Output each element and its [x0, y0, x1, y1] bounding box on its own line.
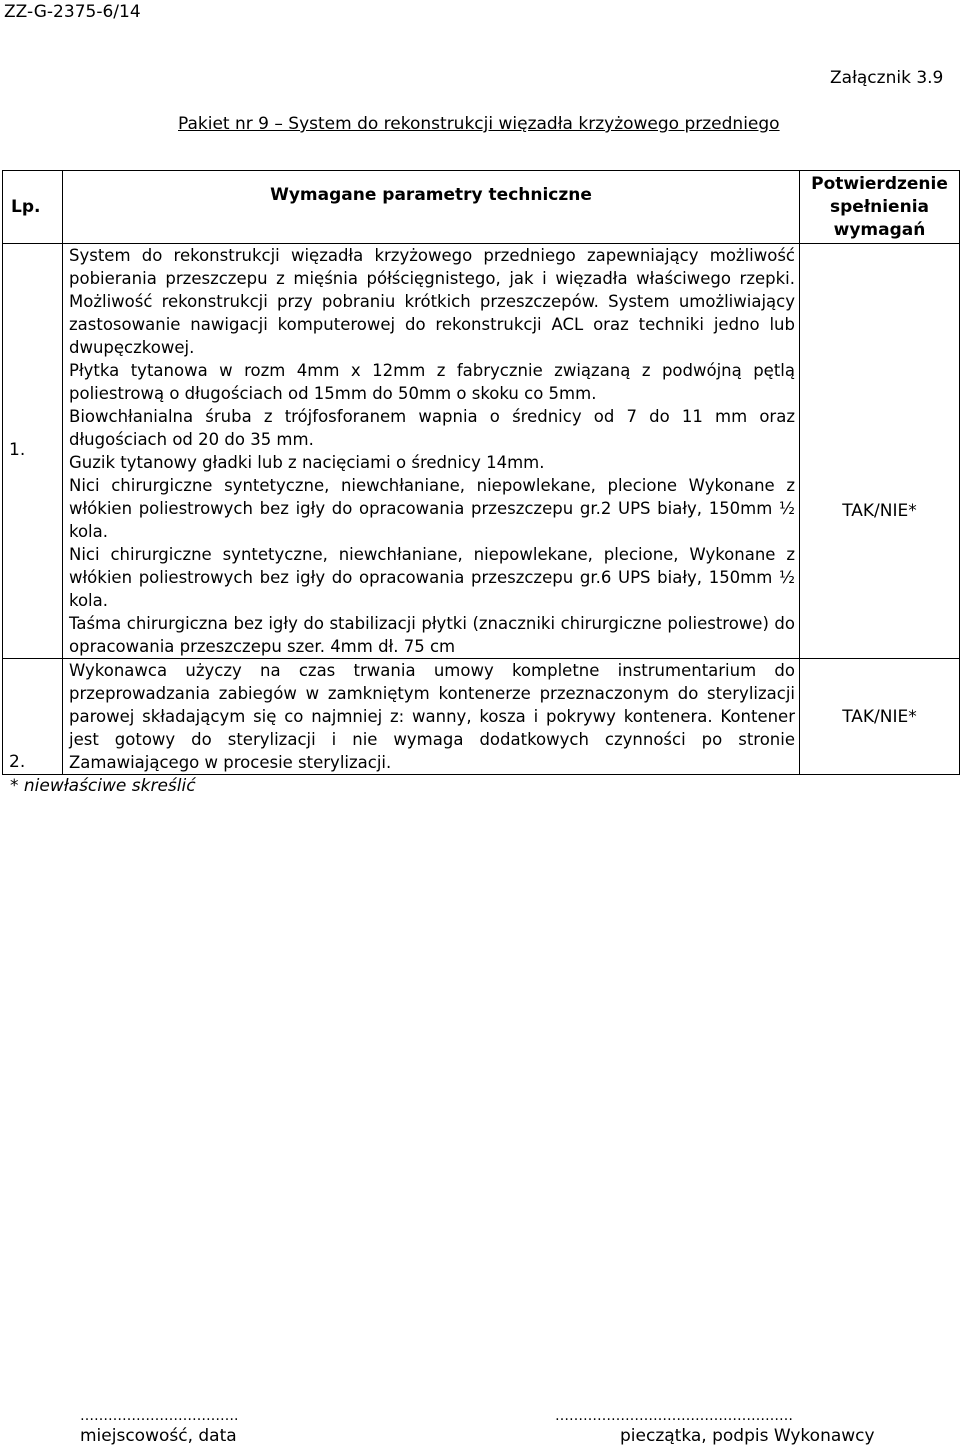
requirement-text: Wykonawca użyczy na czas trwania umowy kompletne instrumentarium do przeprowadzania zabiegów w zamkniętym kontenerze przeznaczonym do sterylizacji parowej składającym się co najmniej z: wanny, kosza i pokrywy kontenera. Kontener jest gotowy do sterylizacji i nie wymaga dodatkowych czynności po stronie Zamawiającego w procesie sterylizacji. [69, 661, 795, 772]
document-id: ZZ-G-2375-6/14 [4, 2, 141, 22]
requirement-text: Płytka tytanowa w rozm 4mm x 12mm z fabrycznie związaną z podwójną pętlą poliestrową o długościach od 15mm do 50mm o skoku co 5mm. [69, 361, 795, 403]
requirement-text: Guzik tytanowy gładki lub z nacięciami o średnicy 14mm. [69, 453, 545, 472]
row-number: 1. [3, 244, 63, 659]
table-row [3, 244, 960, 659]
signature-dotted-line: …………………………………………… [555, 1408, 793, 1424]
row-description [63, 244, 800, 659]
requirement-text: Nici chirurgiczne syntetyczne, niewchłaniane, niepowlekane, plecione Wykonane z włókien poliestrowych bez igły do opracowania przeszczepu gr.2 UPS biały, 150mm ½ kola. [69, 476, 795, 541]
table-row [3, 659, 960, 775]
row-description [63, 659, 800, 775]
annex-label: Załącznik 3.9 [830, 68, 944, 88]
confirmation-cell: TAK/NIE* [800, 244, 960, 659]
confirmation-cell: TAK/NIE* [800, 659, 960, 775]
requirement-text: Nici chirurgiczne syntetyczne, niewchłaniane, niepowlekane, plecione, Wykonane z włókien poliestrowych bez igły do opracowania przeszczepu gr.6 UPS biały, 150mm ½ kola. [69, 545, 795, 610]
row-number: 2. [3, 659, 63, 775]
header-lp: Lp. [3, 171, 63, 244]
signature-label: pieczątka, podpis Wykonawcy [620, 1426, 875, 1446]
header-params: Wymagane parametry techniczne [63, 171, 800, 244]
footnote: * niewłaściwe skreślić [10, 776, 196, 796]
table-header-row [3, 171, 960, 244]
requirement-text: Biowchłanialna śruba z trójfosforanem wapnia o średnicy od 7 do 11 mm oraz długościach od 20 do 35 mm. [69, 407, 795, 449]
requirement-text: System do rekonstrukcji więzadła krzyżowego przedniego zapewniający możliwość pobierania przeszczepu z mięśnia półścięgnistego, jak i więzadła właściwego rzepki. Możliwość rekonstrukcji przy pobraniu krótkich przeszczepów. System umożliwiający zastosowanie nawigacji komputerowej do rekonstrukcji ACL oraz techniki jedno lub dwupęczkowej. [69, 246, 795, 357]
package-title: Pakiet nr 9 – System do rekonstrukcji więzadła krzyżowego przedniego [178, 114, 780, 134]
requirement-text: Taśma chirurgiczna bez igły do stabilizacji płytki (znaczniki chirurgiczne poliestrowe) do opracowania przeszczepu szer. 4mm dł. 75 cm [69, 614, 795, 656]
requirements-table [2, 170, 960, 775]
place-date-dotted-line: ……………………………. [80, 1408, 239, 1424]
header-confirmation: Potwierdzenie spełnienia wymagań [800, 171, 960, 244]
place-date-label: miejscowość, data [80, 1426, 237, 1446]
